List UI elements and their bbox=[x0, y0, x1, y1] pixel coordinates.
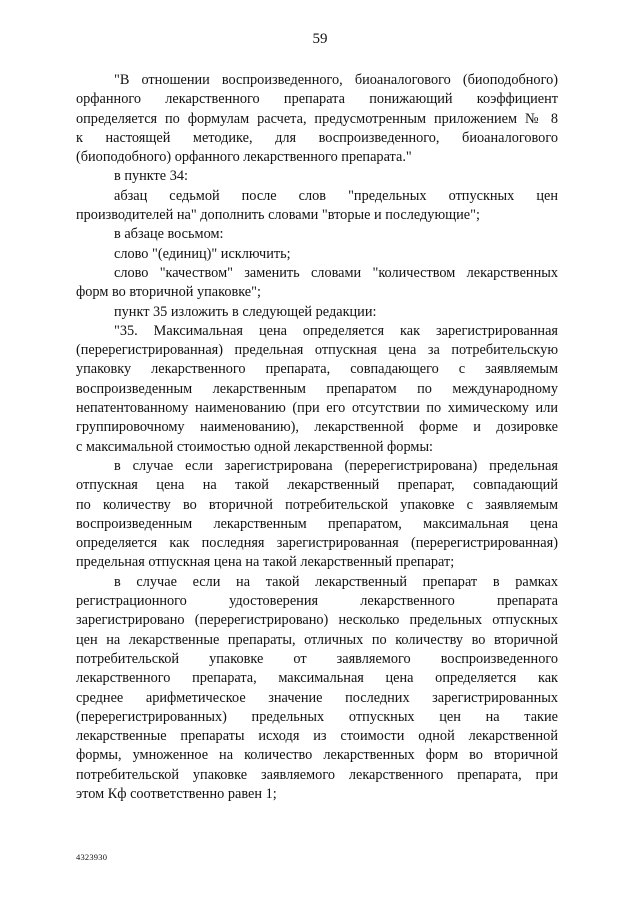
text-line: среднее арифметическое значение последних зарегистрированных bbox=[76, 689, 558, 706]
paragraph-point-35-case-several bbox=[76, 573, 558, 805]
paragraph-point-34-abzac-7 bbox=[76, 187, 558, 226]
text-line: лекарственные препараты исходя из стоимости одной лекарственной bbox=[76, 728, 558, 745]
text-line: орфанного лекарственного препарата понижающий коэффициент bbox=[76, 91, 558, 108]
text-line: в пункте 34: bbox=[114, 168, 188, 185]
paragraph-quote-orphan-drug bbox=[76, 71, 558, 167]
text-line: предельная отпускная цена на такой лекарственный препарат; bbox=[76, 554, 455, 571]
text-line: (перерегистрированных) предельных отпускных цен на такие bbox=[76, 708, 558, 725]
text-line: регистрационного удостоверения лекарственного препарата bbox=[76, 593, 558, 610]
text-line: потребительской упаковке заявляемого лекарственного препарата, при bbox=[76, 766, 558, 783]
text-line: определяется как последняя зарегистрированная (перерегистрированная) bbox=[76, 535, 558, 552]
text-line: в абзаце восьмом: bbox=[114, 226, 224, 243]
text-line: лекарственного препарата, максимальная цена определяется как bbox=[76, 670, 558, 687]
paragraph-point-34-abzac-8-intro bbox=[76, 225, 558, 244]
text-line: воспроизведенным лекарственным препаратом, максимальная цена bbox=[76, 515, 558, 532]
text-line: отпускная цена на такой лекарственный препарат, совпадающий bbox=[76, 477, 558, 494]
document-code: 4323930 bbox=[76, 852, 108, 862]
text-line: этом Кф соответственно равен 1; bbox=[76, 785, 277, 802]
page-number: 59 bbox=[312, 31, 328, 47]
text-line: (перерегистрированная) предельная отпускная цена за потребительскую bbox=[76, 342, 558, 359]
text-line: группировочному наименованию), лекарственной форме и дозировке bbox=[76, 419, 558, 436]
text-line: слово "(единиц)" исключить; bbox=[114, 245, 291, 262]
text-line: "В отношении воспроизведенного, биоаналогового (биоподобного) bbox=[114, 72, 558, 88]
text-line: абзац седьмой после слов "предельных отпускных цен bbox=[114, 187, 558, 204]
text-line: воспроизведенным лекарственным препаратом по международному bbox=[76, 380, 558, 397]
text-line: слово "качеством" заменить словами "количеством лекарственных bbox=[114, 264, 558, 281]
text-line: по количеству во вторичной потребительской упаковке с заявляемым bbox=[76, 496, 558, 513]
text-line: формы, умноженное на количество лекарственных форм во вторичной bbox=[76, 747, 558, 764]
text-line: в случае если зарегистрирована (перерегистрирована) предельная bbox=[114, 457, 558, 474]
text-line: с максимальной стоимостью одной лекарственной формы: bbox=[76, 438, 434, 455]
text-line: (биоподобного) орфанного лекарственного препарата." bbox=[76, 149, 412, 166]
paragraph-point-34-intro bbox=[76, 167, 558, 186]
text-line: "35. Максимальная цена определяется как зарегистрированная bbox=[114, 322, 558, 339]
text-line: форм во вторичной упаковке"; bbox=[76, 284, 261, 301]
text-line: в случае если на такой лекарственный препарат в рамках bbox=[114, 573, 558, 590]
text-line: потребительской упаковке от заявляемого воспроизведенного bbox=[76, 650, 558, 667]
text-line: пункт 35 изложить в следующей редакции: bbox=[114, 303, 377, 320]
text-line: зарегистрировано (перерегистрировано) несколько предельных отпускных bbox=[76, 612, 558, 629]
paragraph-point-34-units bbox=[76, 245, 558, 264]
paragraph-point-34-quality bbox=[76, 264, 558, 303]
document-body bbox=[76, 71, 558, 804]
text-line: к настоящей методике, для воспроизведенного, биоаналогового bbox=[76, 129, 558, 146]
text-line: непатентованному наименованию (при его отсутствии по химическому или bbox=[76, 400, 558, 417]
text-line: упаковку лекарственного препарата, совпадающего с заявляемым bbox=[76, 361, 558, 378]
text-line: производителей на" дополнить словами "вторые и последующие"; bbox=[76, 207, 480, 224]
paragraph-point-35-case-registered bbox=[76, 457, 558, 573]
paragraph-point-35-definition bbox=[76, 322, 558, 457]
paragraph-point-35-intro bbox=[76, 303, 558, 322]
text-line: цен на лекарственные препараты, отличных по количеству во вторичной bbox=[76, 631, 558, 648]
text-line: определяется по формулам расчета, предусмотренным приложением № 8 bbox=[76, 110, 558, 127]
